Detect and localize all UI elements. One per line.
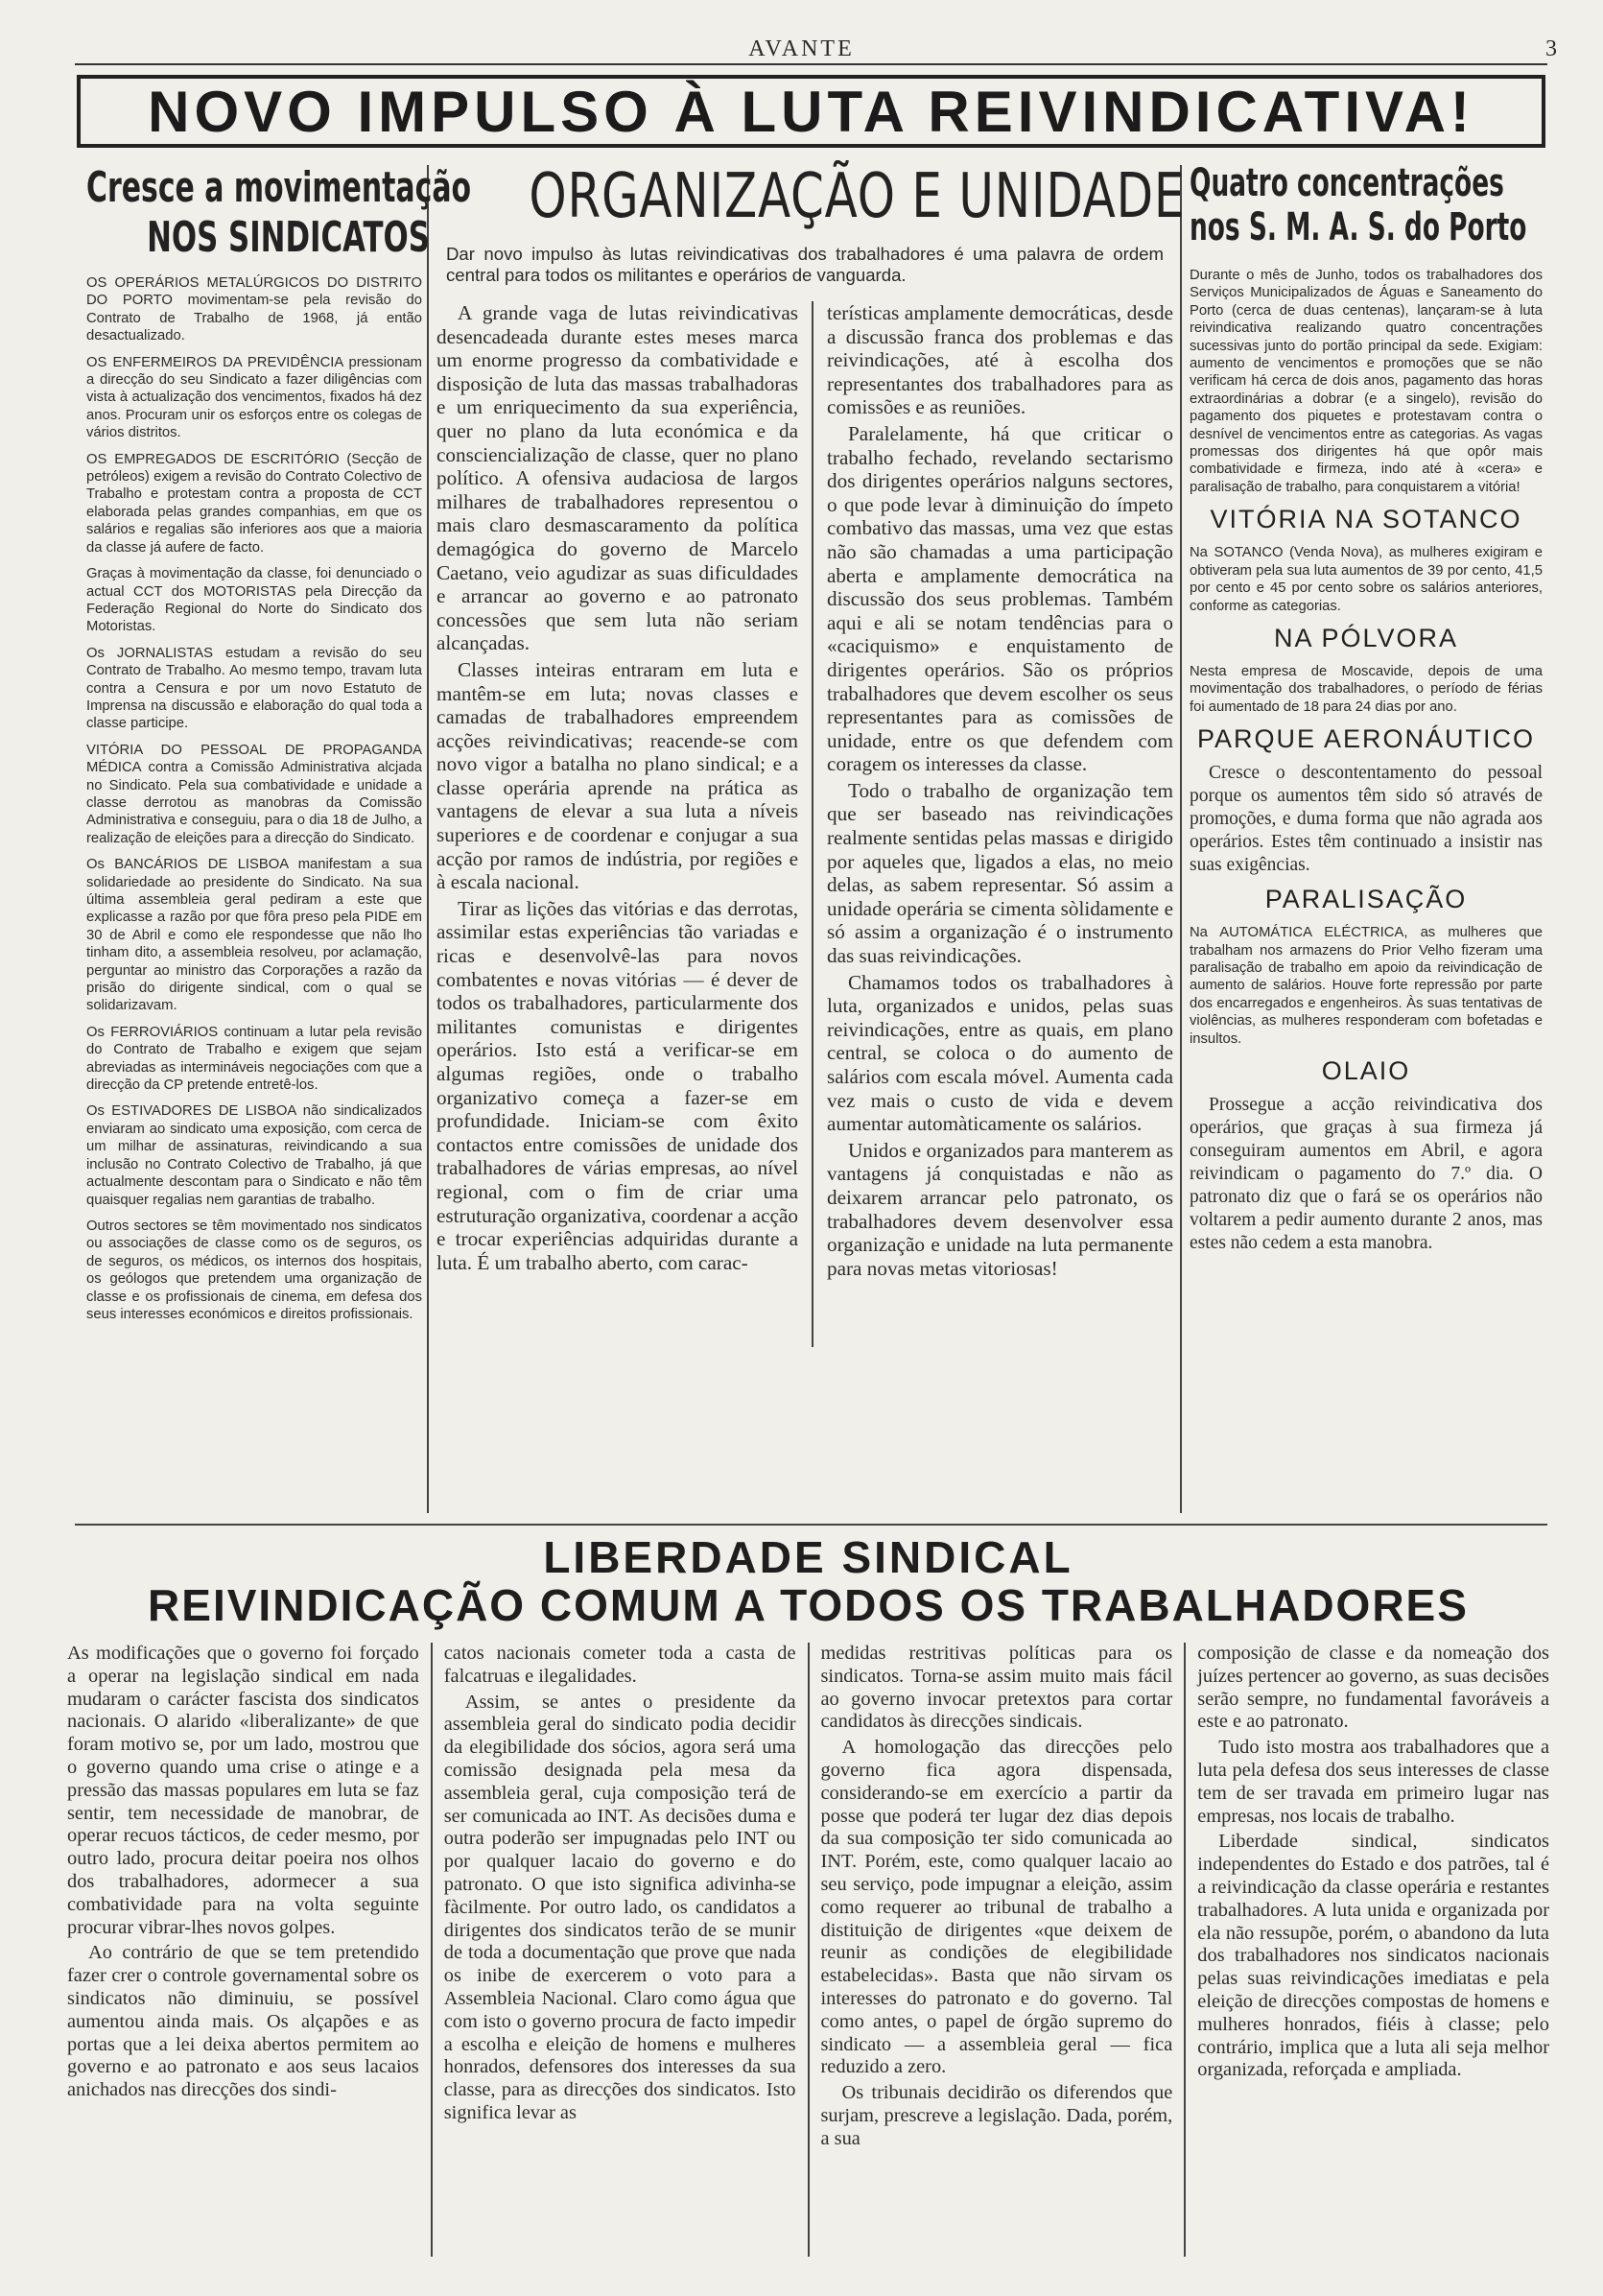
center-col1 bbox=[436, 301, 798, 1347]
left-paragraph: Os FERROVIÁRIOS continuam a lutar pela revisão do Contrato de Trabalho e exigem que sejam abreviadas as intermináveis negociações com que a direcção da CP pretende entretê-los. bbox=[86, 1024, 422, 1094]
left-paragraph: Os BANCÁRIOS DE LISBOA manifestam a sua solidariedade ao presidente do Sindicato. Na sua última assembleia geral pediram a este que explicasse a razão por que fôra preso pela PIDE em 30 de Abril e como ele respondesse que não lho tinham dito, a assembleia resolveu, por aclamação, perguntar ao ministro das Corporações a razão da prisão do dirigente sindical, com o qual se solidarizavam. bbox=[86, 857, 422, 1014]
bottom-paragraph: A homologação das direcções pelo governo fica agora dispensada, considerando-se em exercício a partir da posse que poderá ter lugar dez dias depois da sua composição ter sido comunicada ao INT. Porém, este, como qualquer lacaio ao seu serviço, pode impugnar a eleição, assim como requerer ao tribunal de trabalho a distituição de dirigentes «que deixem de reunir as condições de elegibilidade estabelecidas». Basta que não sirvam os interesses do patronato e do governo. Tal como antes, o papel de órgão supremo do sindicato — a assembleia geral — fica reduzido a zero. bbox=[820, 1737, 1173, 2078]
bottom-paragraph: Tudo isto mostra aos trabalhadores que a luta pela defesa dos seus interesses de classe tem de ser travada em primeiro lugar nas empresas, nos locais de trabalho. bbox=[1197, 1737, 1549, 1827]
bottom-title2: REIVINDICAÇÃO COMUM A TODOS OS TRABALHADORES bbox=[148, 1580, 1469, 1630]
left-title-line2: NOS SINDICATOS bbox=[147, 213, 430, 262]
bottom-columns bbox=[67, 1643, 1549, 2257]
bottom-article bbox=[67, 1531, 1549, 2257]
right-paragraph: Cresce o descontentamento do pessoal porque os aumentos têm sido só através de promoções, e duma forma que não agrada aos operários. Estes têm continuado a insistir nas suas exigências. bbox=[1190, 763, 1543, 876]
center-paragraph: Todo o trabalho de organização tem que ser baseado nas reivindicações realmente sentidas pelas massas e dirigido por aqueles que, ligados a elas, no meio delas, as sabem representar. Só assim a unidade operária se cimenta sòlidamente e só assim a organização é o instrumento das suas reivindicações. bbox=[827, 778, 1173, 968]
left-paragraph: Graças à movimentação da classe, foi denunciado o actual CCT dos MOTORISTAS pela Direcção da Federação Regional do Norte do Sindicato dos Motoristas. bbox=[86, 566, 422, 635]
center-col2 bbox=[827, 301, 1173, 1347]
right-paragraph: Na SOTANCO (Venda Nova), as mulheres exigiram e obtiveram pela sua luta aumentos de 39 por cento, 41,5 por cento e 45 por cento sobre os salários anteriores, conforme as categorias. bbox=[1190, 545, 1543, 614]
center-paragraph: Chamamos todos os trabalhadores à luta, organizados e unidos, pelas suas reivindicações, entre as quais, em plano central, se coloca o do aumento de salários com escala móvel. Aumenta cada vez mais o custo de vida e devem aumentar automàticamente os salários. bbox=[827, 970, 1173, 1136]
center-title: ORGANIZAÇÃO E UNIDADE bbox=[529, 161, 1186, 232]
left-article bbox=[86, 163, 472, 1332]
left-paragraph: Os JORNALISTAS estudam a revisão do seu Contrato de Trabalho. Ao mesmo tempo, travam luta contra a Censura e por um novo Estatuto de Imprensa na discussão e elaboração do qual toda a classe participe. bbox=[86, 645, 422, 732]
right-heading: OLAIO bbox=[1321, 1055, 1411, 1085]
left-title-line1: Cresce a movimentação bbox=[86, 163, 472, 212]
bottom-paragraph: As modificações que o governo foi forçado a operar na legislação sindical em nada mudaram o carácter fascista dos sindicatos nacionais. O alarido «liberalizante» de que foram motivo se, por um lado, mostrou que o governo quando uma crise o atinge e a pressão das massas populares em luta se faz sentir, tem necessidade de manobrar, de operar recuos tácticos, de ceder mesmo, por outro lado, procura deitar poeira nos olhos dos trabalhadores, adormecer a sua combatividade para na volta seguinte procurar vibrar-lhes novos golpes. bbox=[67, 1643, 419, 1938]
right-heading: PARALISAÇÃO bbox=[1264, 885, 1468, 914]
bottom-paragraph: composição de classe e da nomeação dos juízes pertencer ao governo, as suas decisões serão sempre, no fundamental favoráveis a este e ao patronato. bbox=[1197, 1643, 1549, 1733]
banner-headline: NOVO IMPULSO À LUTA REIVINDICATIVA! bbox=[77, 75, 1545, 148]
bottom-paragraph: medidas restritivas políticas para os sindicatos. Torna-se assim muito mais fácil ao governo invocar pretextos para cortar candidatos às direcções sindicais. bbox=[820, 1643, 1173, 1733]
left-paragraph: Os ESTIVADORES DE LISBOA não sindicalizados enviaram ao sindicato uma exposição, com cerca de um milhar de assinaturas, reivindicando a sua inclusão no Contrato Colectivo de Trabalho, já que actualmente descontam para o Sindicato e não têm quaisquer regalias nem garantias de trabalho. bbox=[86, 1103, 422, 1208]
right-heading: VITÓRIA NA SOTANCO bbox=[1210, 505, 1522, 534]
right-lead: Durante o mês de Junho, todos os trabalhadores dos Serviços Municipalizados de Águas e Saneamento do Porto (cerca de duas centenas), lançaram-se à luta reivindicativa realizando quatro concentrações sucessivas junto do portão principal da sede. Exigiam: aumento de vencimentos e promoções que se não verificam há cerca de dois anos, pagamento das horas extraordinárias a dobrar (e a singelo), revisão do pagamento dos piquetes e protestavam contra o desnível de vencimentos entre as categorias. As vagas promessas dos dirigentes há que opôr mais combatividade e firmeza, indo até à «cera» e paralisação de trabalho, para conquistarem a vitória! bbox=[1190, 268, 1543, 495]
column-divider bbox=[431, 1643, 433, 2257]
right-article bbox=[1190, 161, 1543, 1258]
column-divider bbox=[427, 165, 429, 1513]
bottom-paragraph: Assim, se antes o presidente da assembleia geral do sindicato podia decidir da elegibilidade dos sócios, agora será uma comissão designada pela mesa da assembleia geral, cuja composição terá de ser comunicada ao INT. As decisões duma e outra poderão ser impugnadas pelo INT ou por qualquer lacaio do governo e do patronato. O que isto significa adivinha-se fàcilmente. Por outro lado, os candidatos a dirigentes dos sindicatos terão de se munir de toda a documentação que prove que nada os inibe de exercerem o voto para a Assembleia Nacional. Claro como água que com isto o governo procura de facto impedir a escolha e eleição de homens e mulheres honrados, defensores dos interesses da sua classe, para as direcções dos sindicatos. Isto significa levar as bbox=[443, 1691, 796, 2123]
right-heading: PARQUE AERONÁUTICO bbox=[1196, 724, 1536, 754]
center-lead: Dar novo impulso às lutas reivindicativas dos trabalhadores é uma palavra de ordem central para todos os militantes e operários de vanguarda. bbox=[446, 244, 1164, 285]
left-paragraph: OS OPERÁRIOS METALÚRGICOS DO DISTRITO DO PORTO movimentam-se pela revisão do Contrato de Trabalho de 1968, já então desactualizado. bbox=[86, 275, 422, 344]
section-rule bbox=[75, 1524, 1547, 1526]
bottom-col4 bbox=[1197, 1643, 1549, 2257]
top-rule bbox=[75, 63, 1547, 65]
right-paragraph: Nesta empresa de Moscavide, depois de uma movimentação dos trabalhadores, o período de férias foi aumentado de 18 para 24 dias por ano. bbox=[1190, 663, 1543, 715]
right-title-line1: Quatro concentrações bbox=[1190, 161, 1504, 205]
right-section bbox=[1190, 663, 1543, 716]
bottom-paragraph: Ao contrário de que se tem pretendido fazer crer o controle governamental sobre os sindicatos não diminuiu, se possível aumentou ainda mais. Os alçapões e as portas que a lei deixa abertos permitem ao governo e ao patronato e aos seus lacaios anichados nas direcções dos sindi- bbox=[67, 1942, 419, 2101]
column-divider bbox=[1184, 1643, 1186, 2257]
publication-name: AVANTE bbox=[748, 36, 855, 61]
center-paragraph: terísticas amplamente democráticas, desde a discussão franca dos problemas e das reivindicações, até à escolha dos representantes dos trabalhadores para as comissões e as reuniões. bbox=[827, 301, 1173, 419]
left-paragraph: OS EMPREGADOS DE ESCRITÓRIO (Secção de petróleos) exigem a revisão do Contrato Colectivo de Trabalho e protestam contra a proposta de CCT elaborada pelas grandes companhias, em que os salários e regalias são inferiores aos que a maioria da classe já aufere de facto. bbox=[86, 451, 422, 556]
right-paragraph: Na AUTOMÁTICA ELÉCTRICA, as mulheres que trabalham nos armazens do Prior Velho fizeram uma paralisação de trabalho em apoio da reivindicação de aumento de salários. Houve forte repressão por parte dos encarregados e engenheiros. Às suas tentativas de violências, as mulheres responderam com bofetadas e insultos. bbox=[1190, 925, 1543, 1047]
center-paragraph: A grande vaga de lutas reivindicativas desencadeada durante estes meses marca um enorme progresso da combatividade e disposição de luta das massas trabalhadoras e um enriquecimento da sua experiência, quer no plano da luta económica e da consciencialização de classe, quer no plano político. A ofensiva audaciosa de largos milhares de trabalhadores representou o mais claro desmascaramento da política demagógica do governo de Marcelo Caetano, veio agudizar as suas dificuldades e arrancar ao governo e ao patronato concessões que sem luta não seriam alcançadas. bbox=[436, 301, 798, 655]
left-paragraph: Outros sectores se têm movimentado nos sindicatos ou associações de classe como os de seguros, os de seguros, os médicos, os internos dos hospitais, os geólogos que pretendem uma organização de classe e os profissionais de cinema, em defesa dos seus interesses económicos e direitos profissionais. bbox=[86, 1218, 422, 1322]
column-divider bbox=[808, 1643, 810, 2257]
column-divider bbox=[812, 301, 813, 1347]
center-article bbox=[436, 161, 1186, 1347]
right-section bbox=[1190, 762, 1543, 877]
bottom-paragraph: catos nacionais cometer toda a casta de falcatruas e ilegalidades. bbox=[443, 1643, 796, 1687]
left-paragraph: OS ENFERMEIROS DA PREVIDÊNCIA pressionam a direcção do seu Sindicato a fazer diligências com vista à actualização dos vencimentos, fixados há dez anos. Procuram unir os esforços entre os colegas de vários distritos. bbox=[86, 354, 422, 441]
bottom-title1: LIBERDADE SINDICAL bbox=[543, 1532, 1073, 1582]
center-columns bbox=[436, 301, 1173, 1347]
right-heading: NA PÓLVORA bbox=[1273, 623, 1459, 652]
left-body bbox=[86, 274, 422, 1323]
bottom-col1 bbox=[67, 1643, 419, 2257]
center-paragraph: Classes inteiras entraram em luta e mantêm-se em luta; novas classes e camadas de trabalhadores empreendem acções reivindicativas; reacende-se com novo vigor a batalha no plano sindical; e a classe operária aprende na prática as vantagens de elevar a sua luta a níveis superiores e de coordenar e conjugar a sua acção por ramos de indústria, por regiões e à escala nacional. bbox=[436, 657, 798, 894]
right-title-line2: nos S. M. A. S. do Porto bbox=[1190, 205, 1527, 249]
bottom-paragraph: Os tribunais decidirão os diferendos que surjam, prescreve a legislação. Dada, porém, a sua bbox=[820, 2082, 1173, 2149]
bottom-col3 bbox=[821, 1643, 1173, 2257]
center-paragraph: Tirar as lições das vitórias e das derrotas, assimilar estas experiências tão variadas e ricas e desenvolvê-las para novos combatentes e novas vitórias — é dever de todos os trabalhadores, particularmente dos militantes comunistas e dirigentes operários. Isto está a verificar-se em algumas regiões, onde o trabalho organizativo começa a fazer-se em profundidade. Iniciam-se com êxito contactos entre comissões de unidade dos trabalhadores de várias empresas, ao nível regional, com o fim de criar uma estruturação organizativa, coordenar a acção e trocar experiências adquiridas durante a luta. É um trabalho aberto, com carac- bbox=[436, 896, 798, 1274]
bottom-paragraph: Liberdade sindical, sindicatos independentes do Estado e dos patrões, tal é a reivindicação da classe operária e restantes trabalhadores. A luta unida e organizada por ela não ressupõe, porém, o abandono da luta dos trabalhadores nos sindicatos nacionais pelas suas reivindicações imediatas e pela eleição de direcções compostas de homens e mulheres honrados, fiéis à classe; pelo contrário, implica que a luta ali seja melhor organizada, reforçada e ampliada. bbox=[1197, 1831, 1549, 2081]
right-section bbox=[1190, 1094, 1543, 1255]
left-paragraph: VITÓRIA DO PESSOAL DE PROPAGANDA MÉDICA contra a Comissão Administrativa alcjada no Sindicato. Pela sua combatividade e unidade a classe derrotou as manobras da Comissão Administrativa e conseguiu, para o dia 18 de Julho, a realização de eleições para a direcção do Sindicato. bbox=[86, 742, 422, 846]
right-body bbox=[1190, 267, 1543, 496]
center-paragraph: Paralelamente, há que criticar o trabalho fechado, revelando sectarismo dos dirigentes operários nalguns sectores, o que pode levar à diminuição do ímpeto combativo das massas, uma vez que estas não são chamadas a uma participação aberta e amplamente democrática na discussão dos seus problemas. Também aqui e ali se notam tendências para o «caciquismo» e enquistamento de dirigentes operários. São os próprios trabalhadores que devem escolher os seus representantes para as comissões de unidade, entre os que defendem com coragem os interesses da classe. bbox=[827, 421, 1173, 776]
right-section bbox=[1190, 924, 1543, 1048]
column-divider bbox=[1180, 165, 1182, 1513]
page-number: 3 bbox=[1545, 36, 1557, 61]
right-paragraph: Prossegue a acção reivindicativa dos operários, que graças à sua firmeza já conseguiram aumentos em Abril, e agora reivindicam o pagamento do 7.º dia. O patronato diz que o fará se os operários não voltarem a pedir aumento durante 2 anos, mas estes não cedem a esta manobra. bbox=[1190, 1094, 1543, 1253]
right-section bbox=[1190, 544, 1543, 615]
center-paragraph: Unidos e organizados para manterem as vantagens já conquistadas e não as deixarem arrancar pelo patronato, os trabalhadores devem desenvolver essa organização e unidade na luta permanente para novas metas vitoriosas! bbox=[827, 1138, 1173, 1280]
bottom-col2 bbox=[444, 1643, 796, 2257]
